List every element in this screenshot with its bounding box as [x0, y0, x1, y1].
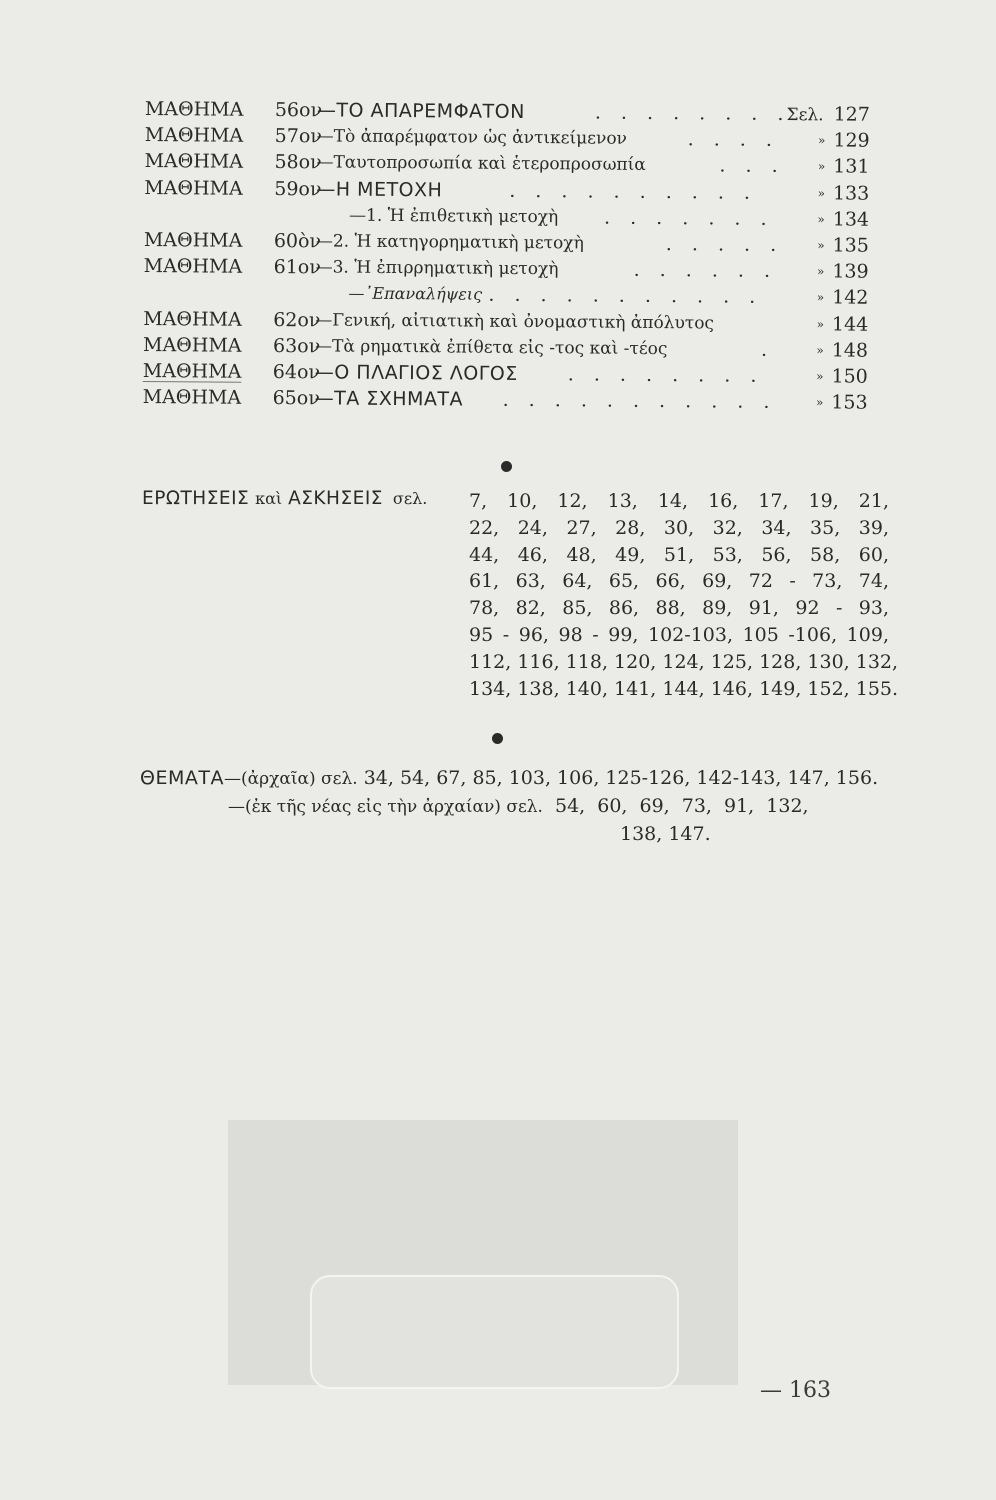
questions-label-word2: ΑΣΚΗΣΕΙΣ	[288, 488, 383, 509]
toc-leader-dots: .	[760, 338, 775, 361]
toc-page-number: 153	[831, 391, 868, 414]
section-bullet	[492, 733, 503, 744]
toc-leader-dots: . . . . .	[665, 233, 784, 256]
questions-pages-line: 78, 82, 85, 86, 88, 89, 91, 92 - 93,	[469, 597, 889, 620]
questions-label-and: καὶ	[255, 489, 283, 508]
themes-ancient-row	[140, 767, 880, 795]
toc-leader-dots: . . .	[719, 154, 785, 178]
toc-page-prefix: »	[816, 342, 824, 358]
toc-page	[817, 232, 869, 258]
toc-lesson-label: ΜΑΘΗΜΑ	[143, 255, 243, 278]
toc-page-number: 148	[831, 339, 869, 362]
toc-page	[816, 363, 868, 389]
section-bullet	[501, 461, 512, 472]
toc-page-number: 142	[832, 286, 869, 310]
toc-title: —Τὸ ἀπαρέμφατον ὡς ἀντικείμενον	[316, 126, 628, 149]
questions-pages-line: 134, 138, 140, 141, 144, 146, 149, 152, 155.	[469, 677, 899, 700]
toc-page-number: 150	[831, 365, 868, 388]
toc-page-prefix: »	[816, 369, 824, 384]
toc-page-prefix: »	[817, 185, 826, 200]
toc-page	[817, 258, 869, 284]
toc-page	[818, 154, 870, 180]
toc-lesson-number: 63ον	[272, 334, 321, 358]
themes-label: ΘΕΜΑΤΑ	[140, 767, 224, 789]
toc-page	[818, 127, 870, 153]
toc-leader-dots: . . . . . . . . . .	[509, 179, 758, 204]
themes-modern-label: —(ἐκ τῆς νέας εἰς τὴν ἀρχαίαν) σελ.	[228, 797, 543, 817]
toc-title: —1. Ἡ ἐπιθετικὴ μετοχὴ	[348, 205, 559, 227]
themes-modern-row-cont	[140, 823, 880, 851]
questions-label-pages: σελ.	[392, 489, 428, 508]
toc-lesson-number: 56ον	[274, 99, 323, 122]
toc-page-prefix: Σελ.	[786, 105, 824, 126]
toc-title: —Τὰ ρηματικὰ ἐπίθετα εἰς -τος καὶ -τέος	[314, 336, 668, 359]
toc-title: —Η ΜΕΤΟΧΗ	[316, 177, 443, 201]
toc-page-number: 131	[833, 155, 870, 179]
questions-pages-line: 61, 63, 64, 65, 66, 69, 72 - 73, 74,	[469, 570, 889, 593]
toc-leader-dots: . . . . . . .	[603, 206, 774, 230]
toc-title: —2. Ἡ κατηγορηματικὴ μετοχὴ	[315, 231, 584, 254]
toc-lesson-number: 59ον	[274, 177, 322, 200]
toc-lesson-label: ΜΑΘΗΜΑ	[142, 333, 242, 357]
toc-title: —᾿Επαναλήψεις	[348, 283, 483, 304]
toc-page-prefix: »	[817, 159, 826, 174]
toc-lesson-label: ΜΑΘΗΜΑ	[142, 386, 242, 409]
questions-pages-line: 22, 24, 27, 28, 30, 32, 34, 35, 39,	[469, 516, 889, 539]
toc-page	[818, 180, 870, 206]
faded-stamp-frame	[310, 1275, 679, 1389]
toc-lesson-label: ΜΑΘΗΜΑ	[142, 359, 242, 383]
questions-label-word1: ΕΡΩΤΗΣΕΙΣ	[142, 488, 250, 509]
themes-ancient-label: —(ἀρχαῖα) σελ.	[223, 769, 358, 789]
toc-lesson-label: ΜΑΘΗΜΑ	[144, 150, 244, 174]
toc-page	[817, 311, 869, 337]
toc-leader-dots: . . . . . . . . . . .	[488, 284, 763, 309]
toc-page-number: 133	[832, 181, 870, 205]
themes-modern-pages-cont: 138, 147.	[620, 823, 711, 845]
toc-lesson-label: ΜΑΘΗΜΑ	[144, 124, 244, 147]
toc-leader-dots: . . . . . . . . . . .	[502, 388, 777, 414]
toc-lesson-number: 61ον	[273, 256, 321, 279]
toc-page-prefix: »	[816, 316, 825, 331]
toc-leader-dots: . . . . . . . .	[594, 101, 791, 126]
toc-page	[816, 337, 868, 363]
toc-lesson-label: ΜΑΘΗΜΑ	[143, 307, 242, 331]
toc-page-number: 135	[832, 234, 869, 257]
toc-lesson-number: 58ον	[274, 151, 322, 174]
questions-pages-line: 44, 46, 48, 49, 51, 53, 56, 58, 60,	[469, 543, 889, 566]
toc-page-prefix: »	[818, 133, 826, 148]
toc-leader-dots: . . . . . .	[633, 258, 778, 283]
toc-lesson-label: ΜΑΘΗΜΑ	[144, 97, 244, 121]
questions-pages-line: 7, 10, 12, 13, 14, 16, 17, 19, 21,	[469, 490, 889, 512]
toc-page-number: 139	[832, 260, 869, 283]
questions-pages-line: 112, 116, 118, 120, 124, 125, 128, 130, 132,	[469, 650, 899, 673]
page-number: — 163	[760, 1378, 831, 1403]
toc-page-prefix: »	[817, 238, 825, 253]
themes-modern-pages: 54, 60, 69, 73, 91, 132,	[554, 795, 809, 817]
toc-lesson-number: 65ον	[272, 387, 320, 410]
toc-lesson-number: 60ὸν	[273, 229, 322, 253]
toc-page-number: 134	[832, 208, 870, 231]
table-of-contents	[143, 96, 885, 416]
toc-page	[786, 101, 869, 129]
toc-title: —Γενική, αἰτιατικὴ καὶ ὀνομαστικὴ ἀπόλυτος	[315, 309, 715, 333]
themes-ancient-pages: 34, 54, 67, 85, 103, 106, 125-126, 142-143, 147, 156.	[363, 767, 879, 789]
toc-leader-dots: . . . .	[687, 128, 780, 152]
toc-page-prefix: »	[816, 264, 825, 279]
themes-modern-row	[140, 795, 880, 823]
toc-lesson-label: ΜΑΘΗΜΑ	[144, 176, 243, 200]
toc-row	[143, 384, 883, 416]
themes-section	[140, 767, 880, 851]
questions-pages	[469, 488, 899, 702]
toc-lesson-number: 62ον	[273, 308, 321, 331]
toc-title: —3. Ἡ ἐπιρρηματικὴ μετοχὴ	[315, 257, 559, 280]
toc-page-number: 127	[833, 103, 870, 126]
toc-page	[816, 389, 868, 415]
questions-label	[142, 488, 427, 509]
toc-page-number: 144	[831, 312, 869, 336]
toc-page	[817, 285, 869, 311]
toc-lesson-label: ΜΑΘΗΜΑ	[143, 228, 243, 252]
toc-page-prefix: »	[817, 212, 825, 227]
toc-page-prefix: »	[816, 290, 825, 305]
questions-pages-line: 95 - 96, 98 - 99, 102-103, 105 -106, 109,	[469, 623, 889, 646]
toc-title: —Ο ΠΛΑΓΙΟΣ ΛΟΓΟΣ	[314, 361, 518, 385]
toc-leader-dots: . . . . . . . .	[567, 363, 764, 387]
toc-lesson-number: 64ον	[272, 360, 321, 384]
toc-page	[817, 206, 869, 232]
toc-title: —ΤΟ ΑΠΑΡΕΜΦΑΤΟΝ	[316, 99, 525, 123]
toc-page-prefix: »	[815, 395, 824, 410]
toc-title: —Ταυτοπροσωπία καὶ ἑτεροπροσωπία	[316, 152, 646, 176]
toc-lesson-number: 57ον	[274, 125, 322, 148]
toc-title: —ΤΑ ΣΧΗΜΑΤΑ	[314, 387, 464, 411]
toc-page-number: 129	[833, 129, 870, 152]
